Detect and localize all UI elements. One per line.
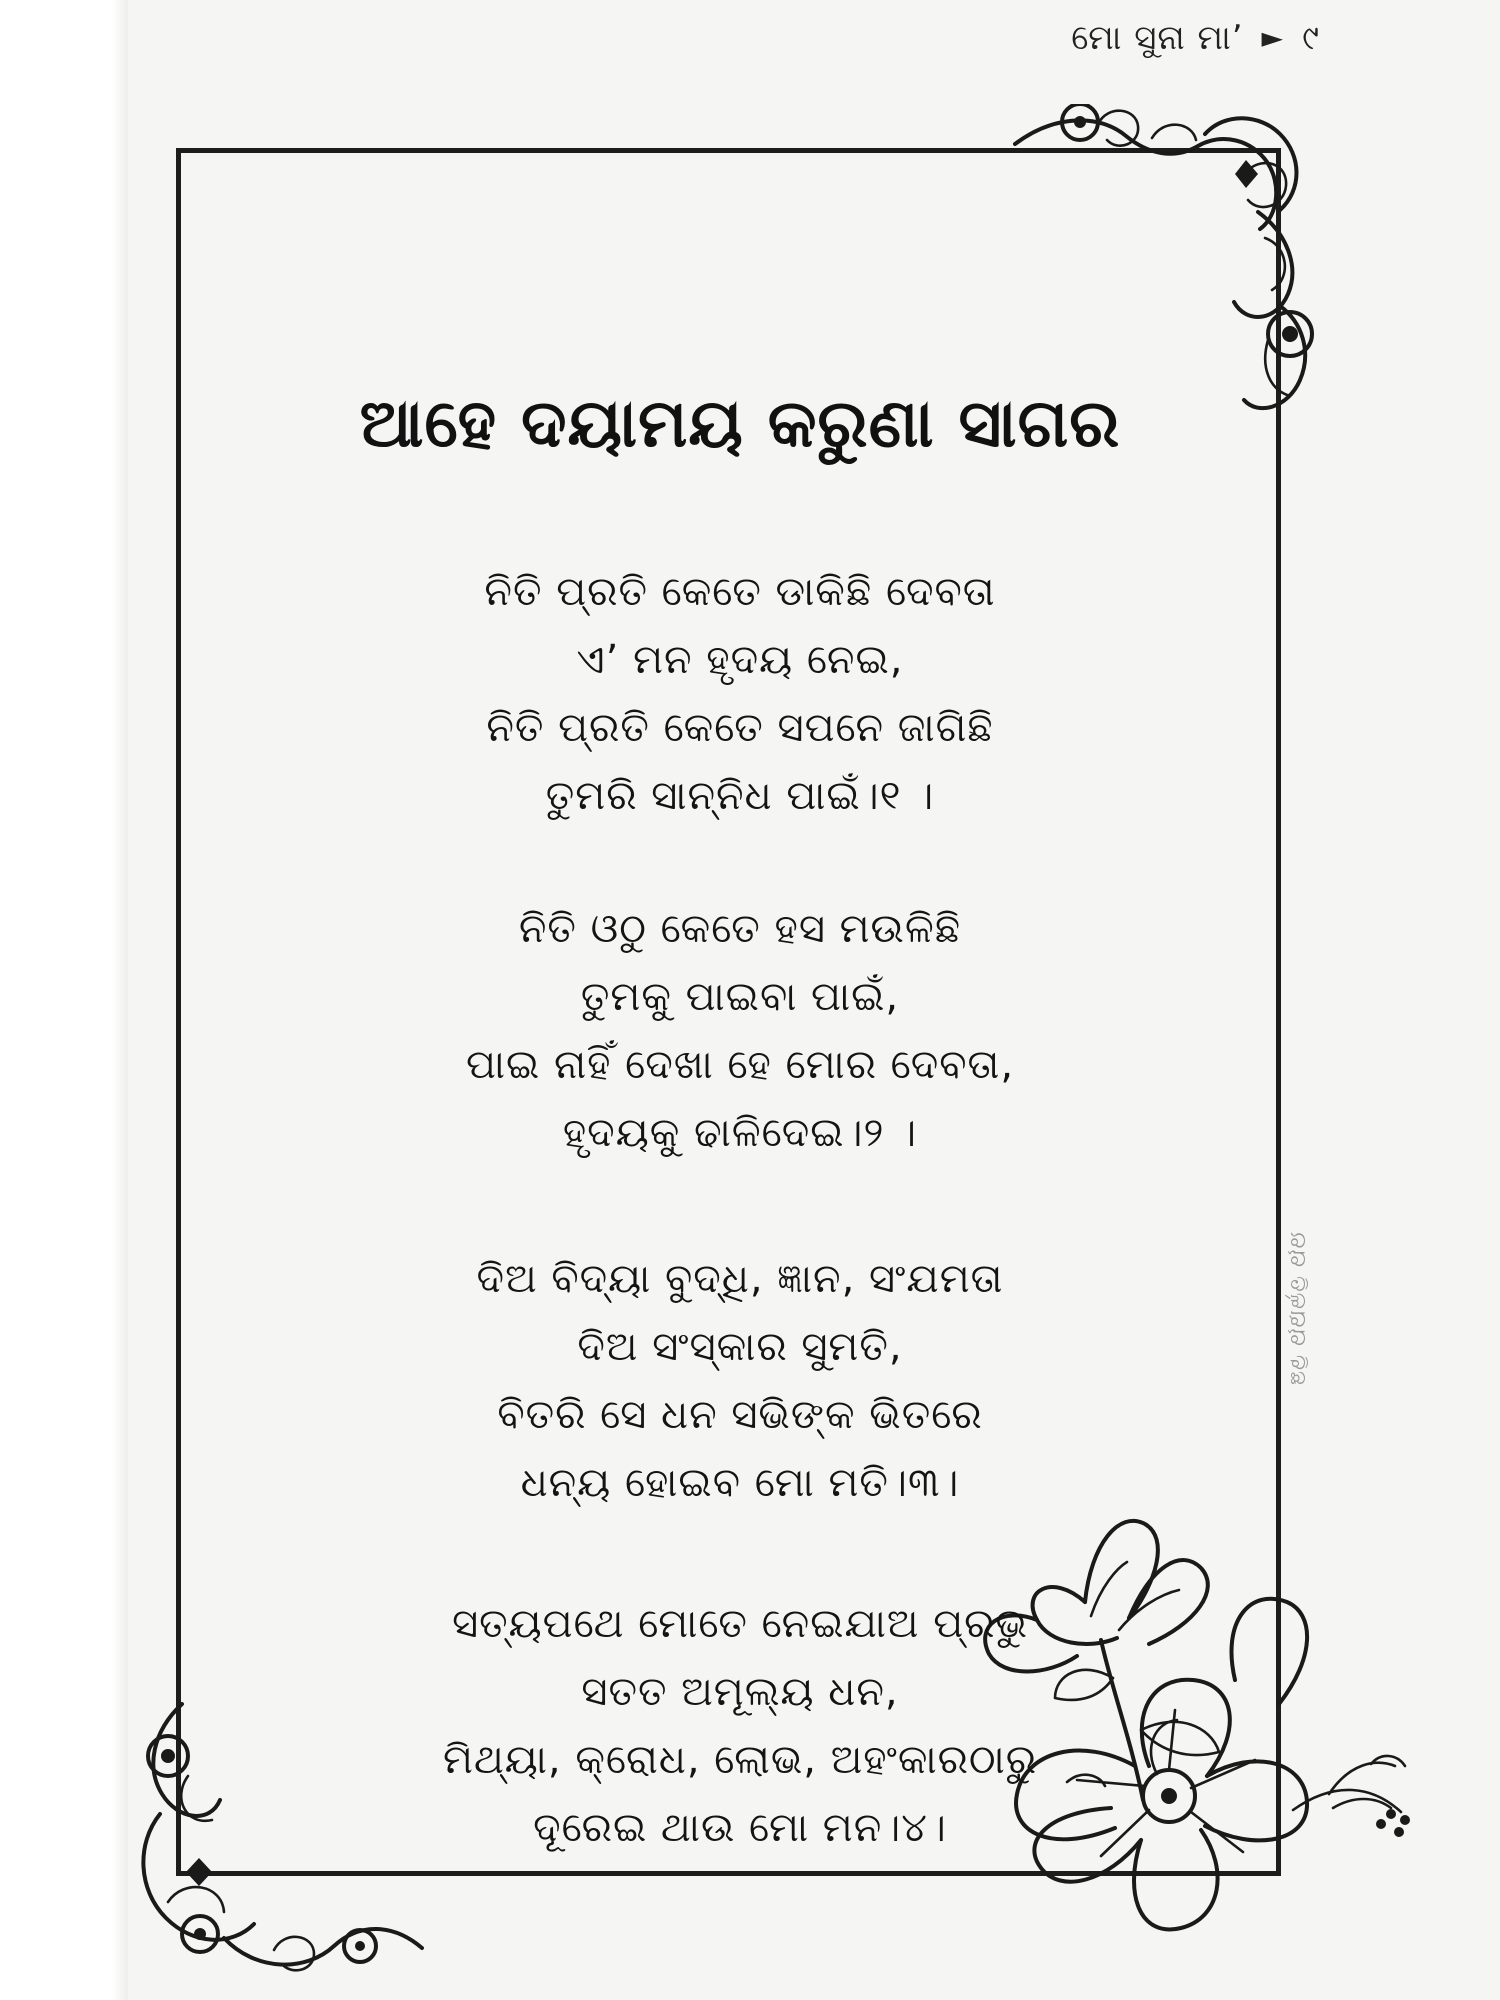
poem-line: ଧନ୍ୟ ହୋଇବ ମୋ ମତି।୩। xyxy=(520,1460,960,1506)
side-watermark: ଛବି ଚାରାକ୍ତି ଚାର xyxy=(1285,1230,1310,1385)
page-header xyxy=(1071,18,1320,58)
poem-line: ତୁମରି ସାନ୍ନିଧ ପାଇଁ।୧ । xyxy=(545,773,935,819)
book-title: ମୋ ସୁନା ମା’ xyxy=(1071,18,1244,58)
poem-line: ମିଥ୍ୟା, କ୍ରୋଧ, ଲୋଭ, ଅହଂକାରଠାରୁ xyxy=(442,1737,1038,1783)
poem-line: ସତ୍ୟପଥେ ମୋତେ ନେଇଯାଅ ପ୍ରଭୁ xyxy=(452,1601,1028,1647)
stanza-1 xyxy=(250,558,1230,830)
play-triangle-icon: ► xyxy=(1261,21,1285,54)
page-number: ୯ xyxy=(1302,18,1320,58)
poem-line: ନିତି ପ୍ରତି କେତେ ଡାକିଛି ଦେବତା xyxy=(484,569,996,615)
poem-line: ତୁମକୁ ପାଇବା ପାଇଁ, xyxy=(580,974,900,1020)
poem-line: ନିତି ପ୍ରତି କେତେ ସପନେ ଜାଗିଛି xyxy=(486,705,994,751)
page-edge-shadow xyxy=(0,0,128,2000)
poem-line: ଦିଅ ସଂସ୍କାର ସୁମତି, xyxy=(577,1324,903,1370)
poem-line: ସତତ ଅମୂଲ୍ୟ ଧନ, xyxy=(581,1669,899,1715)
poem-line: ନିତି ଓଠୁ କେତେ ହସ ମଉଳିଛି xyxy=(518,906,962,952)
poem-line: ଦିଅ ବିଦ୍ୟା ବୁଦ୍ଧି, ଜ୍ଞାନ, ସଂଯମତା xyxy=(476,1256,1004,1302)
poem-line: ଦୂରେଇ ଥାଉ ମୋ ମନ।୪। xyxy=(533,1805,947,1851)
poem-title: ଆହେ ଦୟାମୟ କରୁଣା ସାଗର xyxy=(359,385,1121,462)
poem-line: ବିତରି ସେ ଧନ ସଭିଙ୍କ ଭିତରେ xyxy=(497,1392,983,1438)
poem-line: ହୃଦୟକୁ ଢାଳିଦେଇ।୨ । xyxy=(562,1110,918,1156)
poem-line: ପାଇ ନାହିଁ ଦେଖା ହେ ମୋର ଦେବତା, xyxy=(465,1042,1015,1088)
stanza-4 xyxy=(250,1590,1230,1862)
poem-line: ଏ’ ମନ ହୃଦୟ ନେଇ, xyxy=(576,637,904,683)
stanza-2 xyxy=(250,895,1230,1167)
stanza-3 xyxy=(250,1245,1230,1517)
